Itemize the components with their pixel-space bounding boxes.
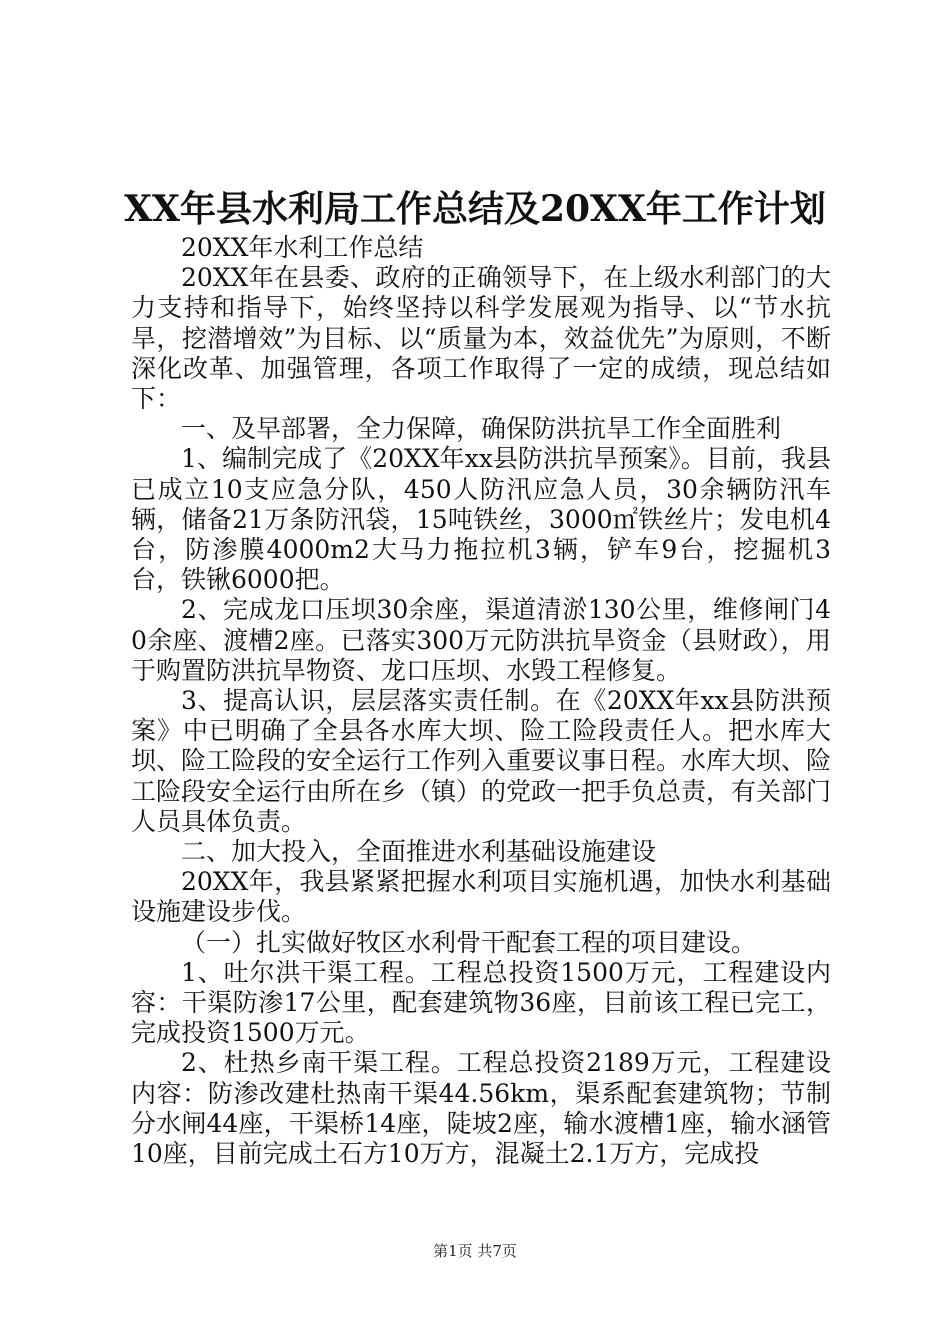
paragraph: 1、吐尔洪干渠工程。工程总投资1500万元，工程建设内容：干渠防渗17公里，配套建筑物36座，目前该工程已完工，完成投资1500万元。 xyxy=(131,957,831,1048)
section-heading: 二、加大投入，全面推进水利基础设施建设 xyxy=(181,837,657,867)
document-body xyxy=(131,233,831,1169)
paragraph: 2、完成龙口压坝30余座，渠道清淤130公里，维修闸门40余座、渡槽2座。已落实300万元防洪抗旱资金（县财政），用于购置防洪抗旱物资、龙口压坝、水毁工程修复。 xyxy=(131,595,831,685)
paragraph: 2、杜热乡南干渠工程。工程总投资2189万元，工程建设内容：防渗改建杜热南干渠44.56km，渠系配套建筑物；节制分水闸44座，干渠桥14座，陡坡2座，输水渡槽1座，输水涵管10座，目前完成土石方10万方，混凝土2.1万方，完成投 xyxy=(131,1048,831,1169)
section-heading: 20XX年水利工作总结 xyxy=(181,233,424,262)
paragraph: 1、编制完成了《20XX年xx县防洪抗旱预案》。目前，我县已成立10支应急分队，450人防汛应急人员，30余辆防汛车辆，储备21万条防汛袋，15吨铁丝，3000㎡铁丝片；发电机4台，防渗膜4000m2大马力拖拉机3辆，铲车9台，挖掘机3台，铁锹6000把。 xyxy=(131,444,831,595)
paragraph: 20XX年，我县紧紧把握水利项目实施机遇，加快水利基础设施建设步伐。 xyxy=(131,867,831,927)
paragraph: 3、提高认识，层层落实责任制。在《20XX年xx县防洪预案》中已明确了全县各水库大坝、险工险段责任人。把水库大坝、险工险段的安全运行工作列入重要议事日程。水库大坝、险工险段安全运行由所在乡（镇）的党政一把手负总责，有关部门人员具体负责。 xyxy=(131,686,832,836)
document-title: XX年县水利局工作总结及20XX年工作计划 xyxy=(124,188,826,230)
section-heading: 一、及早部署，全力保障，确保防洪抗旱工作全面胜利 xyxy=(181,414,782,444)
subsection-heading: （一）扎实做好牧区水利骨干配套工程的项目建设。 xyxy=(181,927,757,957)
paragraph: 20XX年在县委、政府的正确领导下，在上级水利部门的大力支持和指导下，始终坚持以科学发展观为指导、以“节水抗旱，挖潜增效”为目标、以“质量为本，效益优先”为原则，不断深化改革、加强管理，各项工作取得了一定的成绩，现总结如下： xyxy=(131,263,831,414)
page-number: 第1页 共7页 xyxy=(433,1242,517,1260)
